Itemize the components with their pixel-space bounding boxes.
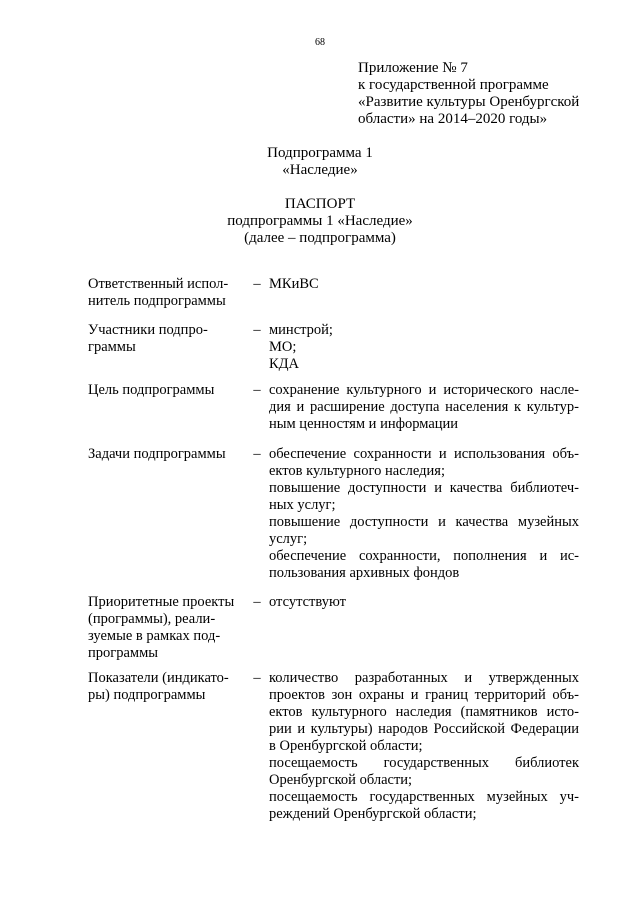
row-label-line: Участники подпро- [88, 322, 208, 338]
row-value-line: реждений Оренбургской области; [269, 806, 477, 822]
row-value [269, 322, 579, 373]
appendix-line: Приложение № 7 [358, 60, 468, 76]
row-label-line: зуемые в рамках под- [88, 628, 221, 644]
passport-note: (далее – подпрограмма) [244, 230, 396, 246]
row-value [269, 670, 579, 823]
row-label [88, 276, 244, 310]
row-dash: – [253, 322, 261, 338]
row-label [88, 594, 244, 662]
row-value-line: рии и культуры) народов Российской Федерации [269, 721, 579, 737]
row-value [269, 446, 579, 582]
subprogram-heading [0, 145, 640, 179]
row-dash: – [253, 670, 261, 686]
row-dash: – [253, 382, 261, 398]
passport-subtitle: подпрограммы 1 «Наследие» [227, 213, 413, 229]
row-label-line: программы [88, 645, 158, 661]
row-label-line: граммы [88, 339, 136, 355]
appendix-header [358, 60, 598, 128]
row-label [88, 446, 244, 463]
page-number: 68 [315, 37, 325, 48]
appendix-line: области» на 2014–2020 годы» [358, 111, 548, 127]
row-value-line: ектов культурного наследия (памятников исто- [269, 704, 579, 720]
row-value [269, 594, 579, 611]
row-value-line: обеспечение сохранности, пополнения и ис- [269, 548, 579, 564]
row-value-line: Оренбургской области; [269, 772, 413, 788]
row-value [269, 382, 579, 433]
passport-heading [0, 196, 640, 247]
row-value-line: ным ценностям и информации [269, 416, 459, 432]
row-value-line: КДА [269, 356, 300, 372]
row-value-line: сохранение культурного и исторического насле- [269, 382, 579, 398]
row-value-line: МО; [269, 339, 297, 355]
row-value-line: ектов культурного наследия; [269, 463, 445, 479]
row-dash: – [253, 594, 261, 610]
row-label-line: Ответственный испол- [88, 276, 229, 292]
row-label [88, 382, 244, 399]
row-value-line: дия и расширение доступа населения к культур- [269, 399, 579, 415]
row-value-line: услуг; [269, 531, 308, 547]
row-label [88, 670, 244, 704]
row-value [269, 276, 579, 293]
appendix-line: «Развитие культуры Оренбургской [358, 94, 580, 110]
row-value-line: количество разработанных и утвержденных [269, 670, 579, 686]
row-value-line: отсутствуют [269, 594, 346, 610]
row-label-line: (программы), реали- [88, 611, 216, 627]
row-label-line: ры) подпрограммы [88, 687, 206, 703]
row-dash: – [253, 446, 261, 462]
row-value-line: МКиВС [269, 276, 319, 292]
passport-title: ПАСПОРТ [284, 196, 356, 212]
row-dash: – [253, 276, 261, 292]
row-label [88, 322, 244, 356]
row-value-line: повышение доступности и качества музейных [269, 514, 579, 530]
row-value-line: проектов зон охраны и границ территорий объ- [269, 687, 579, 703]
appendix-line: к государственной программе [358, 77, 549, 93]
row-label-line: Показатели (индикато- [88, 670, 229, 686]
row-value-line: пользования архивных фондов [269, 565, 460, 581]
row-value-line: посещаемость государственных музейных уч- [269, 789, 579, 805]
row-value-line: посещаемость государственных библиотек [269, 755, 579, 771]
subprogram-name: «Наследие» [282, 162, 358, 178]
row-value-line: ных услуг; [269, 497, 336, 513]
row-label-line: Приоритетные проекты [88, 594, 235, 610]
row-value-line: повышение доступности и качества библиотеч- [269, 480, 579, 496]
row-value-line: минстрой; [269, 322, 333, 338]
row-value-line: в Оренбургской области; [269, 738, 423, 754]
row-label-line: Задачи подпрограммы [88, 446, 226, 462]
subprogram-title: Подпрограмма 1 [267, 145, 373, 161]
row-label-line: Цель подпрограммы [88, 382, 215, 398]
row-label-line: нитель подпрограммы [88, 293, 226, 309]
row-value-line: обеспечение сохранности и использования объ- [269, 446, 579, 462]
